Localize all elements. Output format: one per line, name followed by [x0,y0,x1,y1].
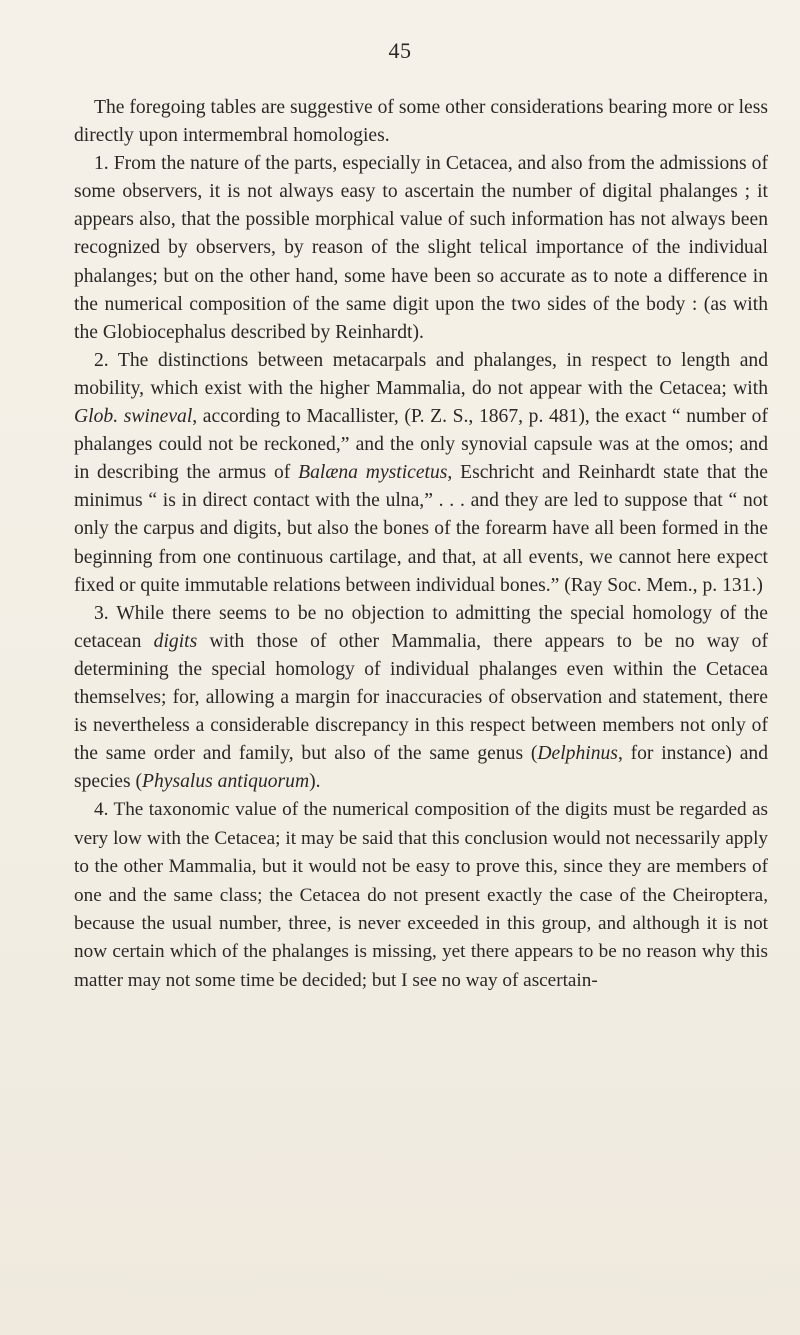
text-run: with those of other Mammalia, there appears to be no way of determining the special homology of individual phalanges even within the Cetacea themselves; for, allowing a margin for inaccuracies of observation and statement, there is nevertheless a considerable discrepancy in this respect between members not only of the same order and family, but also of the same genus ( [74,630,768,765]
emphasis: digits [153,630,198,652]
species-name: Balæna mysticetus [298,462,448,484]
paragraph-intro [74,94,768,150]
text-run: , Eschricht and Reinhardt state that the minimus “ is in direct contact with the ulna,” . . . and they are led to suppose that “ not only the carpus and digits, but also the bones of the forearm have all been formed in the beginning from one continuous cartilage, and that, at all events, we cannot here expect fixed or quite immutable relations between individual bones.” (Ray Soc. Mem., p. 131.) [74,462,769,596]
text-run: 2. The distinctions between metacarpals and phalanges, in respect to length and mobility, which exist with the higher Mammalia, do not appear with the Cetacea; with [74,349,768,399]
text-run: , according to Macallister, (P. Z. S., 1867, p. 481), the exact “ number of phalanges could not be reckoned,” and the only synovial capsule was at the omos; and in describing the armus of [74,406,768,484]
text-run: 4. The taxonomic value of the numerical composition of the digits must be regarded as very low with the Cetacea; it may be said that this conclusion would not necessarily apply to the other Mammalia, but it would not be easy to prove this, since they are members of one and the same class; the Cetacea do not present exactly the case of the Cheiroptera, because the usual number, three, is never exceeded in this group, and although it is not now certain which of the phalanges is missing, yet there appears to be no reason why this matter may not some time be decided; but I see no way of ascertain- [74,799,768,991]
text-run: , for instance) and species ( [74,743,768,793]
page-number: 45 [388,38,412,63]
genus-name: Delphinus [537,743,618,765]
body-text [74,94,768,995]
species-name: Glob. swineval [74,406,193,428]
text-run: The foregoing tables are suggestive of some other considerations bearing more or less directly upon intermembral homologies. [74,97,768,147]
paragraph-point-2 [74,347,768,600]
text-run: 1. From the nature of the parts, especially in Cetacea, and also from the admissions of some observers, it is not always easy to ascertain the number of digital phalanges ; it appears also, that the possible morphical value of such information has not always been recognized by observers, by reason of the slight telical importance of the individual phalanges; but on the other hand, some have been so accurate as to note a difference in the numerical composition of the same digit upon the two sides of the body : (as with the Globiocephalus described by Reinhardt). [74,153,768,343]
paragraph-point-4 [74,796,768,995]
paragraph-point-1 [74,150,768,347]
species-name: Physalus antiquorum [142,771,310,793]
text-run: ). [309,771,321,793]
text-run: 3. While there seems to be no objection to admitting the special homology of the cetacean [74,602,768,652]
paragraph-point-3 [74,600,768,797]
